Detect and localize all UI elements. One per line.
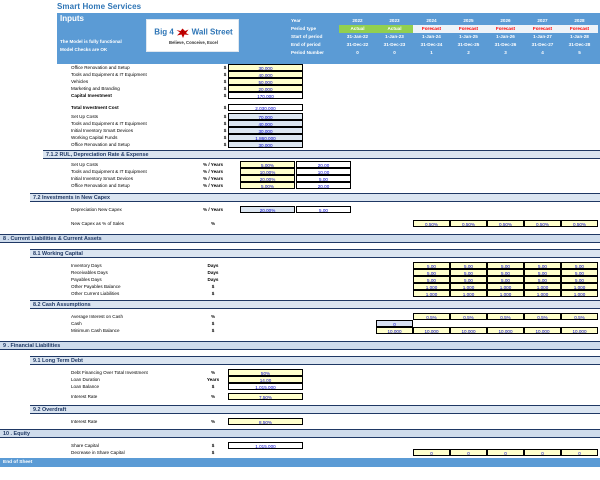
rul-unit-0: % / Years: [202, 162, 224, 167]
depreciation-new-capex-years: 5.00: [296, 206, 351, 213]
breakdown-label-0: Set Up Costs: [71, 114, 99, 119]
breakdown-label-1: Tools and Equipment & IT Equipment: [71, 121, 147, 126]
page-title: Smart Home Services: [57, 2, 142, 11]
section-9-heading: 9 . Financial Liabilities: [0, 341, 600, 350]
wc-value-4-2[interactable]: 1,000: [487, 290, 524, 297]
investment-row-unit-4: $: [223, 93, 227, 98]
breakdown-value-4: 30,000: [228, 141, 303, 148]
wc-value-3-2[interactable]: 1,000: [487, 283, 524, 290]
header-label-start: Start of period: [291, 34, 323, 39]
overdraft-interest-rate-unit: %: [210, 419, 216, 424]
wc-value-1-2[interactable]: 5.00: [487, 269, 524, 276]
wc-value-3-3[interactable]: 1,000: [524, 283, 561, 290]
section-81-heading: 8.1 Working Capital: [30, 249, 600, 258]
header-start-1: 1-Jan-23: [385, 34, 404, 39]
model-status-line2: Model Checks are OK: [60, 47, 108, 52]
wc-label-0: Inventory Days: [71, 263, 102, 268]
section-8-heading: 8 . Current Liabilities & Current Assets: [0, 234, 600, 243]
wc-value-1-1[interactable]: 5.00: [450, 269, 487, 276]
logo-left-text: Big 4: [154, 27, 174, 37]
ltd-value-1[interactable]: 14.00: [228, 376, 303, 383]
logo-right-text: Wall Street: [191, 27, 233, 37]
header-number-6: 5: [578, 50, 581, 55]
breakdown-value-1: 40,000: [228, 120, 303, 127]
breakdown-unit-1: $: [223, 121, 227, 126]
header-label-year: Year: [291, 18, 301, 23]
header-year-6: 2028: [574, 18, 585, 23]
investment-row-value-1[interactable]: 40,000: [228, 71, 303, 78]
wc-value-4-4[interactable]: 1,000: [561, 290, 598, 297]
wc-label-1: Receivables Days: [71, 270, 108, 275]
wc-unit-4: $: [211, 291, 215, 296]
header-number-5: 4: [541, 50, 544, 55]
share-capital-label: Share Capital: [71, 443, 99, 448]
min-cash-value-2[interactable]: 10,000: [487, 327, 524, 334]
rul-years-2: 5.00: [296, 175, 351, 182]
wc-value-4-3[interactable]: 1,000: [524, 290, 561, 297]
avg-interest-cash-value-1[interactable]: 0.5%: [450, 313, 487, 320]
breakdown-unit-0: $: [223, 114, 227, 119]
rul-rate-3[interactable]: 5.00%: [240, 182, 295, 189]
rul-label-0: Set Up Costs: [71, 162, 99, 167]
overdraft-interest-rate-label: Interest Rate: [71, 419, 98, 424]
rul-label-2: Initial Inventory Smart Devices: [71, 176, 134, 181]
avg-interest-cash-value-3[interactable]: 0.5%: [524, 313, 561, 320]
ltd-unit-0: %: [210, 370, 216, 375]
wc-unit-2: Days: [207, 277, 219, 282]
rul-label-3: Office Renovation and Setup: [71, 183, 130, 188]
header-period-type-5: Forecast: [524, 25, 561, 33]
ltd-unit-1: Years: [206, 377, 220, 382]
header-number-4: 3: [504, 50, 507, 55]
wc-value-2-4[interactable]: 5.00: [561, 276, 598, 283]
min-cash-value-3[interactable]: 10,000: [524, 327, 561, 334]
logo-wordmark: [147, 26, 240, 38]
decrease-share-capital-value-2[interactable]: 0: [487, 449, 524, 456]
investment-row-label-0: Office Renovation and Setup: [71, 65, 130, 70]
header-year-0: 2022: [352, 18, 363, 23]
new-capex-pct-value-0[interactable]: 0.50%: [413, 220, 450, 227]
header-end-1: 31-Dec-23: [383, 42, 406, 47]
ltd-interest-rate-label: Interest Rate: [71, 394, 98, 399]
wc-label-3: Other Payables Balance: [71, 284, 121, 289]
share-capital-value: 1,015,000: [228, 442, 303, 449]
logo-tagline: Believe, Conceive, Excel: [169, 40, 218, 45]
decrease-share-capital-value-1[interactable]: 0: [450, 449, 487, 456]
overdraft-interest-rate-value[interactable]: 8.50%: [228, 418, 303, 425]
header-year-1: 2023: [389, 18, 400, 23]
wc-value-1-0[interactable]: 5.00: [413, 269, 450, 276]
rul-label-1: Tools and Equipment & IT Equipment: [71, 169, 147, 174]
avg-interest-cash-value-2[interactable]: 0.5%: [487, 313, 524, 320]
decrease-share-capital-value-3[interactable]: 0: [524, 449, 561, 456]
header-year-4: 2026: [500, 18, 511, 23]
new-capex-pct-value-3[interactable]: 0.50%: [524, 220, 561, 227]
title-bar: [0, 0, 600, 13]
breakdown-unit-3: $: [223, 135, 227, 140]
new-capex-pct-unit: %: [210, 221, 216, 226]
wc-unit-3: $: [211, 284, 215, 289]
decrease-share-capital-value-0[interactable]: 0: [413, 449, 450, 456]
header-start-3: 1-Jan-25: [459, 34, 478, 39]
ltd-label-1: Loan Duration: [71, 377, 100, 382]
left-margin: [0, 13, 57, 64]
investment-row-value-4: 170,000: [228, 92, 303, 99]
header-number-3: 2: [467, 50, 470, 55]
header-label-period-type: Period type: [291, 26, 317, 31]
min-cash-value-prior[interactable]: 10,000: [376, 327, 413, 334]
investment-row-label-4: Capital Investment: [71, 93, 112, 98]
investment-row-value-0[interactable]: 30,000: [228, 64, 303, 71]
ltd-unit-2: $: [211, 384, 215, 389]
header-label-number: Period Number: [291, 50, 324, 55]
header-period-type-4: Forecast: [487, 25, 524, 33]
rul-unit-1: % / Years: [202, 169, 224, 174]
wc-label-2: Payables Days: [71, 277, 102, 282]
header-end-2: 31-Dec-24: [420, 42, 443, 47]
breakdown-unit-2: $: [223, 128, 227, 133]
header-number-0: 0: [356, 50, 359, 55]
decrease-share-capital-value-4[interactable]: 0: [561, 449, 598, 456]
depreciation-new-capex-rate: 20.00%: [240, 206, 295, 213]
breakdown-label-4: Office Renovation and Setup: [71, 142, 130, 147]
header-end-5: 31-Dec-27: [531, 42, 554, 47]
decrease-share-capital-unit: $: [211, 450, 215, 455]
rul-rate-0[interactable]: 5.00%: [240, 161, 295, 168]
header-start-6: 1-Jan-28: [570, 34, 589, 39]
investment-row-label-3: Marketing and Branding: [71, 86, 120, 91]
model-status-line1: The Model is fully functional: [60, 39, 122, 44]
cash-value: 0: [376, 320, 413, 327]
header-number-1: 0: [393, 50, 396, 55]
breakdown-value-3: 1,860,000: [228, 134, 303, 141]
investment-row-unit-1: $: [223, 72, 227, 77]
section-10-heading: 10 . Equity: [0, 429, 600, 438]
total-investment-cost-label: Total Investment Cost: [71, 105, 119, 110]
wc-value-2-3[interactable]: 5.00: [524, 276, 561, 283]
min-cash-unit: $: [211, 328, 215, 333]
ltd-label-0: Debt Financing Over Total Investment: [71, 370, 148, 375]
cash-unit: $: [211, 321, 215, 326]
wc-value-2-2[interactable]: 5.00: [487, 276, 524, 283]
rul-years-1: 10.00: [296, 168, 351, 175]
share-capital-unit: $: [211, 443, 215, 448]
cash-label: Cash: [71, 321, 82, 326]
wc-value-3-4[interactable]: 1,000: [561, 283, 598, 290]
header-start-5: 1-Jan-27: [533, 34, 552, 39]
investment-row-unit-2: $: [223, 79, 227, 84]
wc-value-1-4[interactable]: 5.00: [561, 269, 598, 276]
wc-value-4-0[interactable]: 1,000: [413, 290, 450, 297]
investment-row-label-1: Tools and Equipment & IT Equipment: [71, 72, 147, 77]
header-end-0: 31-Dec-22: [346, 42, 369, 47]
header-year-5: 2027: [537, 18, 548, 23]
investment-row-unit-3: $: [223, 86, 227, 91]
company-logo: [146, 19, 239, 52]
header-period-type-0: Actual: [339, 25, 376, 33]
wc-value-2-0[interactable]: 5.00: [413, 276, 450, 283]
sheet-subtitle: Inputs: [60, 14, 84, 23]
wc-value-0-0[interactable]: 5.00: [413, 262, 450, 269]
breakdown-value-2: 30,000: [228, 127, 303, 134]
min-cash-value-4[interactable]: 10,000: [561, 327, 598, 334]
ltd-value-2: 1,015,000: [228, 383, 303, 390]
breakdown-label-2: Initial Inventory Smart Devices: [71, 128, 134, 133]
section-72-heading: 7.2 Investments in New Capex: [30, 193, 600, 202]
new-capex-pct-value-2[interactable]: 0.50%: [487, 220, 524, 227]
header-end-6: 31-Dec-28: [568, 42, 591, 47]
header-end-4: 31-Dec-26: [494, 42, 517, 47]
rul-rate-2[interactable]: 20.00%: [240, 175, 295, 182]
wc-value-0-1[interactable]: 5.00: [450, 262, 487, 269]
header-year-3: 2025: [463, 18, 474, 23]
header-start-4: 1-Jan-26: [496, 34, 515, 39]
wc-value-4-1[interactable]: 1,000: [450, 290, 487, 297]
wc-value-0-2[interactable]: 5.00: [487, 262, 524, 269]
wc-value-0-3[interactable]: 5.00: [524, 262, 561, 269]
rul-unit-3: % / Years: [202, 183, 224, 188]
header-start-0: 31-Jan-22: [346, 34, 369, 39]
header-start-2: 1-Jan-24: [422, 34, 441, 39]
new-capex-pct-label: New Capex as % of Sales: [71, 221, 125, 226]
investment-row-label-2: Vehicles: [71, 79, 89, 84]
avg-interest-cash-label: Average Interest on Cash: [71, 314, 124, 319]
avg-interest-cash-unit: %: [210, 314, 216, 319]
header-number-2: 1: [430, 50, 433, 55]
wc-value-2-1[interactable]: 5.00: [450, 276, 487, 283]
header-end-3: 31-Dec-25: [457, 42, 480, 47]
decrease-share-capital-label: Decrease in Share Capital: [71, 450, 125, 455]
investment-row-value-2[interactable]: 50,000: [228, 78, 303, 85]
end-of-sheet-banner: End of Sheet: [0, 458, 600, 467]
section-712-heading: 7.1.2 RUL, Depreciation Rate & Expense: [43, 150, 600, 159]
header-period-type-2: Forecast: [413, 25, 450, 33]
wc-value-1-3[interactable]: 5.00: [524, 269, 561, 276]
wc-value-3-0[interactable]: 1,000: [413, 283, 450, 290]
investment-row-value-3[interactable]: 20,000: [228, 85, 303, 92]
new-capex-pct-value-4[interactable]: 0.50%: [561, 220, 598, 227]
min-cash-label: Minimum Cash Balance: [71, 328, 120, 333]
rul-unit-2: % / Years: [202, 176, 224, 181]
depreciation-new-capex-unit: % / Years: [202, 207, 224, 212]
min-cash-value-1[interactable]: 10,000: [450, 327, 487, 334]
wc-value-3-1[interactable]: 1,000: [450, 283, 487, 290]
avg-interest-cash-value-4[interactable]: 0.5%: [561, 313, 598, 320]
header-period-type-6: Forecast: [561, 25, 598, 33]
rul-years-0: 20.00: [296, 161, 351, 168]
breakdown-label-3: Working Capital Funds: [71, 135, 118, 140]
avg-interest-cash-value-0[interactable]: 0.5%: [413, 313, 450, 320]
header-period-type-1: Actual: [376, 25, 413, 33]
section-92-heading: 9.2 Overdraft: [30, 405, 600, 414]
ltd-label-2: Loan Balance: [71, 384, 100, 389]
wc-value-0-4[interactable]: 5.00: [561, 262, 598, 269]
breakdown-value-0: 70,000: [228, 113, 303, 120]
header-label-end: End of period: [291, 42, 321, 47]
rul-years-3: 20.00: [296, 182, 351, 189]
section-91-heading: 9.1 Long Term Debt: [30, 356, 600, 365]
investment-row-unit-0: $: [223, 65, 227, 70]
total-investment-cost-value: 2,030,000: [228, 104, 303, 111]
ltd-value-0[interactable]: 50%: [228, 369, 303, 376]
wc-unit-1: Days: [207, 270, 219, 275]
breakdown-unit-4: $: [223, 142, 227, 147]
header-year-2: 2024: [426, 18, 437, 23]
wc-unit-0: Days: [207, 263, 219, 268]
min-cash-value-0[interactable]: 10,000: [413, 327, 450, 334]
rul-rate-1[interactable]: 10.00%: [240, 168, 295, 175]
new-capex-pct-value-1[interactable]: 0.50%: [450, 220, 487, 227]
ltd-interest-rate-unit: %: [210, 394, 216, 399]
eagle-icon: [175, 27, 190, 39]
depreciation-new-capex-label: Depreciation New Capex: [71, 207, 122, 212]
section-82-heading: 8.2 Cash Assumptions: [30, 300, 600, 309]
ltd-interest-rate-value[interactable]: 7.50%: [228, 393, 303, 400]
header-period-type-3: Forecast: [450, 25, 487, 33]
total-investment-cost-unit: $: [223, 105, 227, 110]
wc-label-4: Other Current Liabilities: [71, 291, 120, 296]
